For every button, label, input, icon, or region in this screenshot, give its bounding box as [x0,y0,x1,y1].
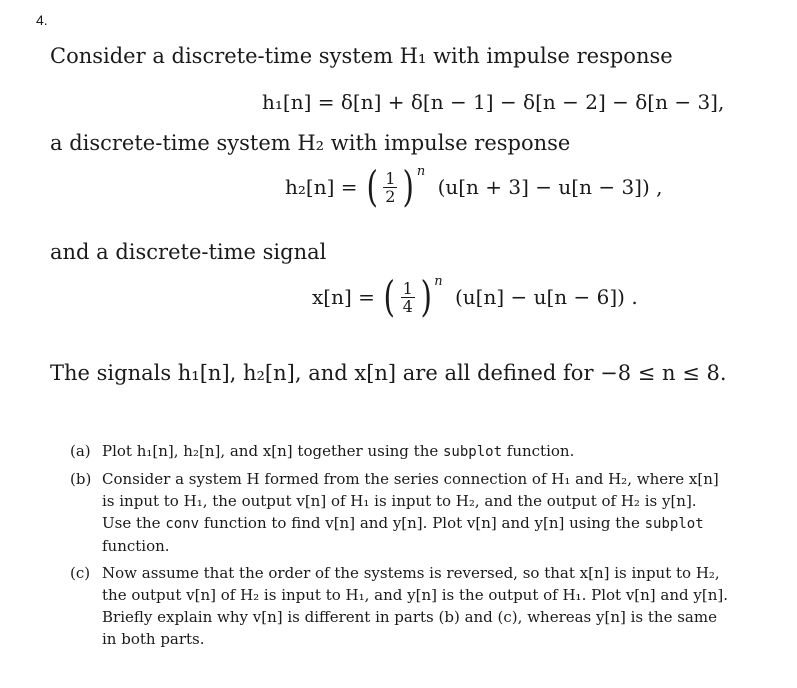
equation-h2-rhs: (u[n + 3] − u[n − 3]) , [437,175,663,199]
domain-sentence: The signals h₁[n], h₂[n], and x[n] are all defined for −8 ≤ n ≤ 8. [50,361,727,385]
equation-x-lhs: x[n] = [312,285,375,309]
intro-x: and a discrete-time signal [50,240,327,264]
open-paren: ( [366,162,378,211]
part-a-label: (a) [70,442,91,460]
equation-x-rhs: (u[n] − u[n − 6]) . [454,285,638,309]
code-subplot: subplot [644,516,704,532]
part-c [70,562,730,654]
equation-h2 [285,162,663,211]
open-paren: ( [383,272,396,321]
part-a-text: Plot h₁[n], h₂[n], and x[n] together using the subplot function. [102,442,575,460]
equation-x [312,272,638,321]
equation-h1: h₁[n] = δ[n] + δ[n − 1] − δ[n − 2] − δ[n − 3], [262,90,725,114]
intro-h2: a discrete-time system H₂ with impulse response [50,131,571,155]
exponent: n [416,164,426,179]
problem-number: 4. [36,12,48,28]
part-c-text: Now assume that the order of the systems is reversed, so that x[n] is input to H₂, the output v[n] of H₂ is input to H₁, and y[n] is the output of H₁. Plot v[n] and y[n]. Briefly explain why v[n] is different in parts (b) and (c), whereas y[n] is the same in both parts. [102,564,729,648]
part-b-text: Consider a system H formed from the series connection of H₁ and H₂, where x[n] is input to H₁, the output v[n] of H₁ is input to H₂, and the output of H₂ is y[n]. Use the conv function to find v[n] and y[n]. Plot v[n] and y[n] using the subplot function. [102,470,719,555]
close-paren: ) [420,272,432,321]
exponent: n [434,274,443,289]
part-b-label: (b) [70,470,92,488]
fraction-half: $\frac{1}{2}$ [385,168,396,206]
part-b [70,468,730,560]
close-paren: ) [402,162,415,211]
equation-h2-lhs: h₂[n] = [285,175,358,199]
part-a [70,440,730,464]
fraction-quarter: $\frac{1}{4}$ [402,278,413,316]
code-conv: conv [165,516,200,532]
intro-h1: Consider a discrete-time system H₁ with impulse response [50,44,673,68]
code-subplot: subplot [443,444,503,460]
part-c-label: (c) [70,564,91,582]
